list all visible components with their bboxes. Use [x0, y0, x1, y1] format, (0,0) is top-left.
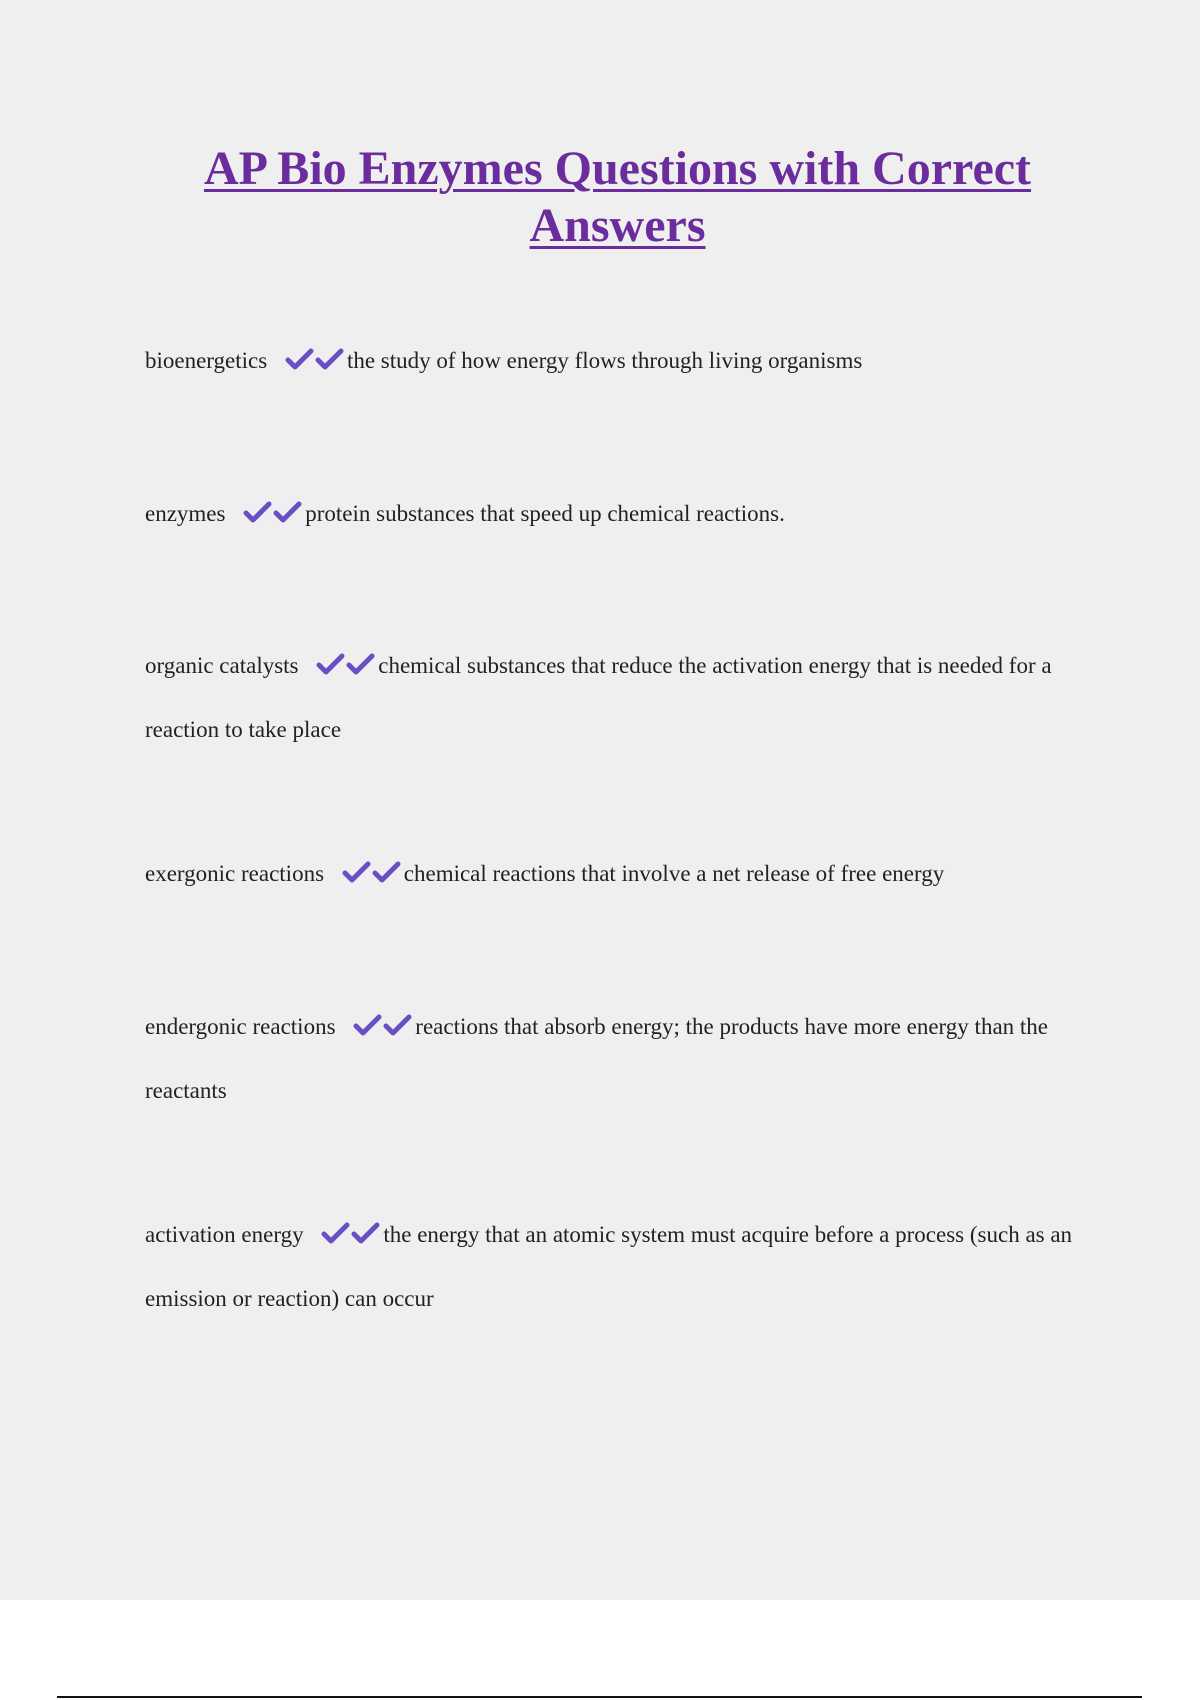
entry-definition: chemical reactions that involve a net release of free energy: [403, 861, 945, 886]
check-icons: [285, 333, 345, 394]
qa-entry-endergonic-reactions: [145, 996, 1095, 1121]
qa-entry-bioenergetics: [145, 330, 1095, 394]
entry-definition: the energy that an atomic system must acquire before a process (such as an emission or reaction) can occur: [145, 1222, 1073, 1311]
entry-term: activation energy: [145, 1222, 304, 1247]
check-icons: [353, 999, 413, 1060]
entry-definition: chemical substances that reduce the activation energy that is needed for a reaction to take place: [145, 653, 1052, 742]
qa-entry-exergonic-reactions: [145, 843, 1095, 907]
entry-term: endergonic reactions: [145, 1014, 336, 1039]
entry-definition: protein substances that speed up chemical reactions.: [305, 501, 785, 526]
qa-entry-organic-catalysts: [145, 635, 1095, 760]
qa-entry-enzymes: [145, 483, 1095, 547]
entry-term: enzymes: [145, 501, 226, 526]
entry-term: exergonic reactions: [145, 861, 325, 886]
entry-term: bioenergetics: [145, 348, 268, 373]
check-icon: [372, 860, 402, 884]
qa-entry-activation-energy: [145, 1204, 1095, 1329]
entry-definition: reactions that absorb energy; the products have more energy than the reactants: [145, 1014, 1048, 1103]
check-icon: [346, 652, 376, 676]
document-title: AP Bio Enzymes Questions with Correct Answers: [203, 142, 1032, 252]
check-icons: [316, 638, 376, 699]
check-icon: [243, 500, 273, 524]
check-icons: [342, 846, 402, 907]
check-icon: [321, 1221, 351, 1245]
check-icon: [316, 652, 346, 676]
check-icon: [383, 1013, 413, 1037]
footer-rule: [57, 1696, 1142, 1698]
check-icon: [315, 347, 345, 371]
check-icon: [353, 1013, 383, 1037]
check-icon: [342, 860, 372, 884]
entry-term: organic catalysts: [145, 653, 299, 678]
check-icons: [243, 486, 303, 547]
check-icon: [351, 1221, 381, 1245]
check-icon: [285, 347, 315, 371]
entry-definition: the study of how energy flows through living organisms: [346, 348, 863, 373]
check-icon: [273, 500, 303, 524]
check-icons: [321, 1207, 381, 1268]
